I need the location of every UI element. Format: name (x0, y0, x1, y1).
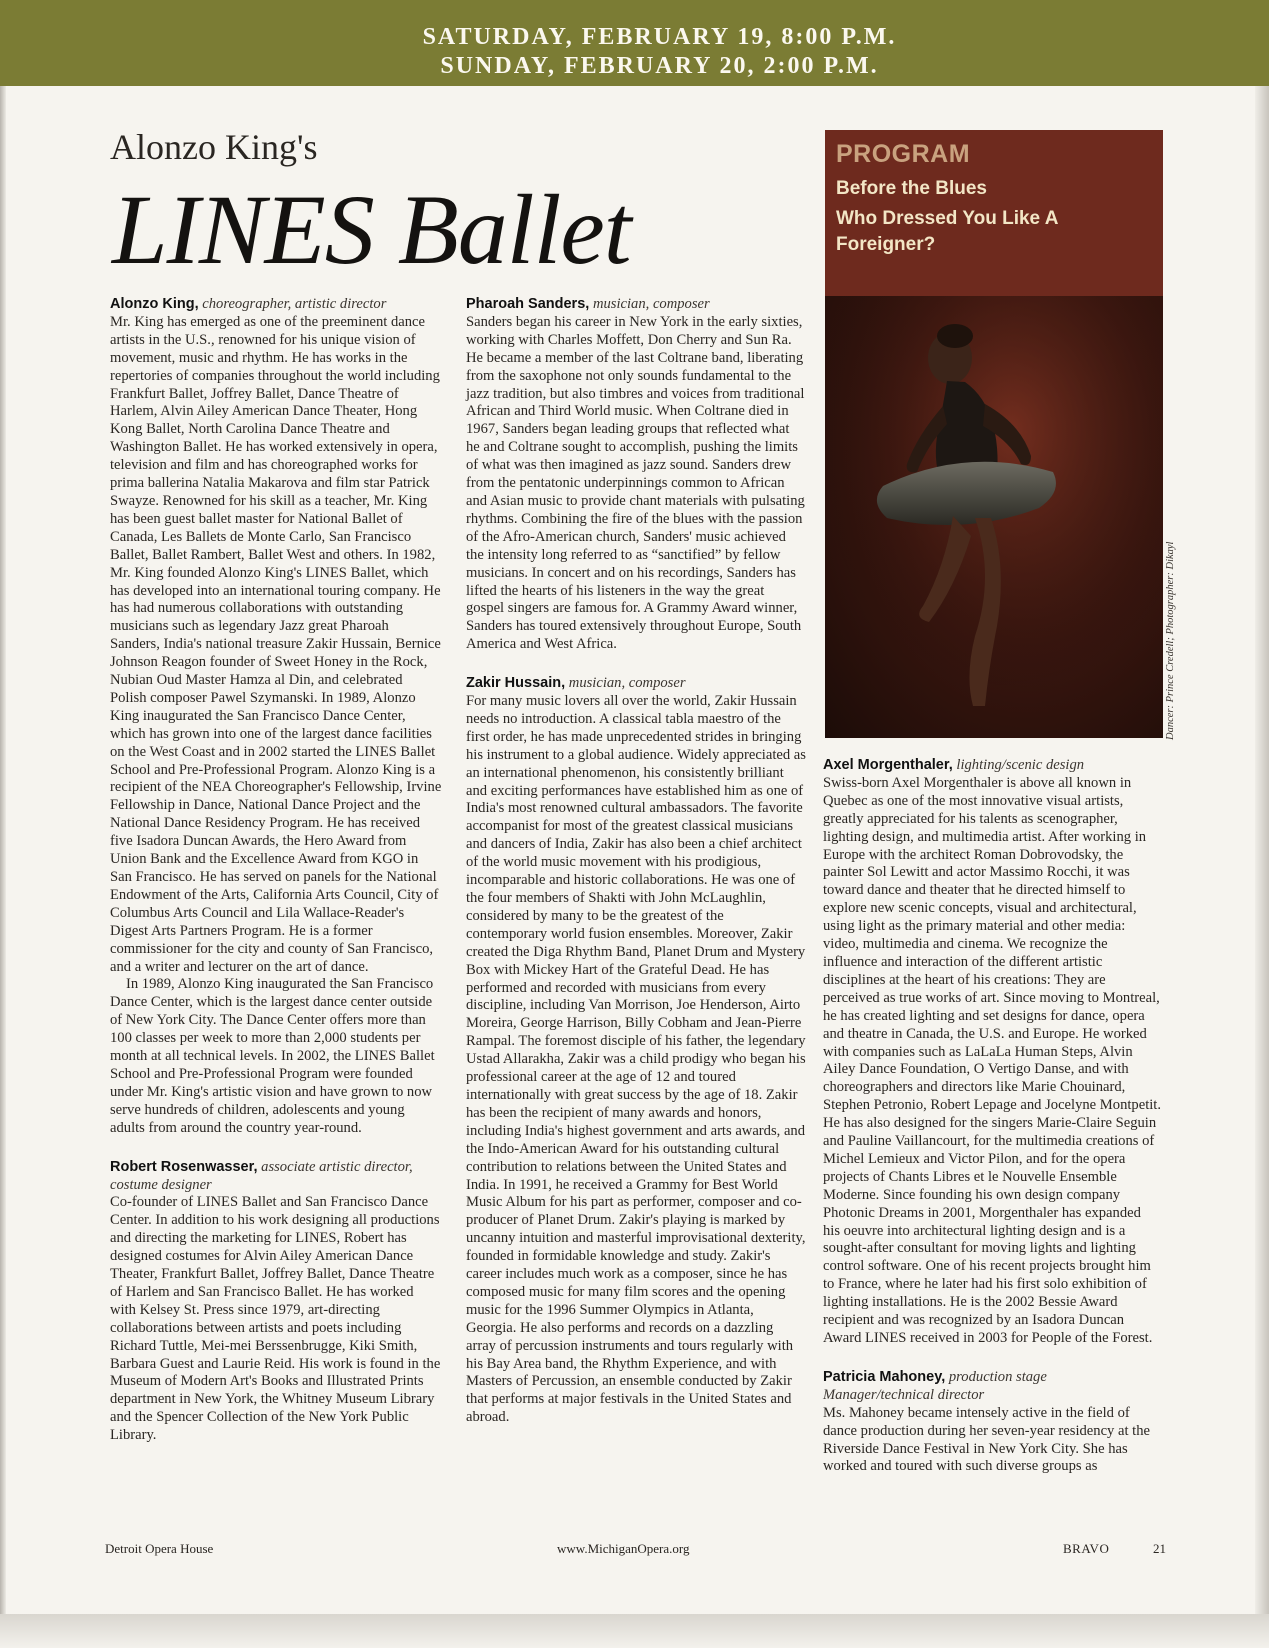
bio-paragraph: Co-founder of LINES Ballet and San Francisco Dance Center. In addition to his work designing all productions and directing the marketing for LINES, Robert has designed costumes for Alvin Ailey American Dance Theater, Frankfurt Ballet, Joffrey Ballet, Dance Theatre of Harlem and San Francisco Ballet. He has worked with Kelsey St. Press since 1979, art-directing collaborations between artists and poets including Richard Tuttle, Mei-mei Berssenbrugge, Kiki Smith, Barbara Guest and Laurie Reid. His work is found in the Museum of Modern Art's Books and Illustrated Prints department in New York, the Whitney Museum Library and the Spencer Collection of the New York Public Library. (110, 1194, 441, 1444)
column-middle (466, 296, 806, 1448)
dancer-photo (825, 296, 1163, 738)
column-left (110, 296, 442, 1466)
bio-role: lighting/scenic design (956, 757, 1085, 773)
performance-date-sunday: SUNDAY, FEBRUARY 20, 2:00 P.M. (440, 53, 879, 79)
bio-alonzo-king (110, 296, 442, 1138)
presenter-name: Alonzo King's (110, 127, 318, 167)
photo-credit: Dancer: Prince Credell; Photographer: Dikayl (1165, 541, 1176, 740)
page-number: 21 (1153, 1541, 1166, 1556)
page-title: LINES Ballet (112, 174, 631, 285)
bio-name: Robert Rosenwasser, (110, 1158, 258, 1175)
bio-role: musician, composer (568, 675, 686, 692)
bio-paragraph: Swiss-born Axel Morgenthaler is above all known in Quebec as one of the most innovative visual artists, greatly appreciated for his talents as scenographer, lighting design, and multimedia artist. After working in Europe with the architect Roman Dobrovodsky, the painter Sol Lewitt and actor Massimo Rocchi, it was toward dance and theater that he directed himself to explore new scenic concepts, visual and architectural, using light as the primary material and other media: video, multimedia and cinema. We recognize the influence and interaction of the different artistic disciplines at the heart of his creations: They are perceived as true works of art. Since moving to Montreal, he has created lighting and set designs for dance, opera and theatre in Canada, the U.S. and Europe. He worked with companies such as LaLaLa Human Steps, Alvin Ailey Dance Foundation, O Vertigo Danse, and with choreographers and directors like Marie Chouinard, Stephen Petronio, Robert Lepage and Jocelyne Montpetit. He has also designed for the singers Marie-Claire Seguin and Pauline Vaillancourt, for the multimedia creations of Michel Lemieux and Victor Pilon, and for the opera projects of Chants Libres et le Nouvelle Ensemble Moderne. Since founding his own design company Photonic Dreams in 2001, Morgenthaler has expanded his oeuvre into architectural lighting design and is a sought-after consultant for moving lights and lighting control software. One of his recent projects brought him to France, where he later had his first solo exhibition of lighting installations. He is the 2002 Bessie Award recipient and was recognized by an Isadora Duncan Award LINES received in 2003 for People of the Forest. (823, 774, 1162, 1346)
page-gutter (0, 0, 6, 1648)
bio-paragraph: Mr. King has emerged as one of the preeminent dance artists in the U.S., renowned for his unique vision of movement, music and rhythm. He has works in the repertories of companies throughout the world including Frankfurt Ballet, Joffrey Ballet, Dance Theatre of Harlem, Alvin Ailey American Dance Theater, Hong Kong Ballet, North Carolina Dance Theatre and Washington Ballet. He has worked extensively in opera, television and film and has choreographed works for prima ballerina Natalia Makarova and film star Patrick Swayze. Renowned for his skill as a teacher, Mr. King has been guest ballet master for National Ballet of Canada, Les Ballets de Monte Carlo, San Francisco Ballet, Ballet Rambert, Ballet West and others. In 1982, Mr. King founded Alonzo King's LINES Ballet, which has developed into an international touring company. He has had numerous collaborations with outstanding musicians such as legendary Jazz great Pharoah Sanders, India's national treasure Zakir Hussain, Bernice Johnson Reagon founder of Sweet Honey in the Rock, Nubian Oud Master Hamza al Din, and celebrated Polish composer Pawel Szymanski. In 1989, Alonzo King inaugurated the San Francisco Dance Center, which has grown into one of the largest dance facilities on the West Coast and in 2002 started the LINES Ballet School and Pre-Professional Program. Alonzo King is a recipient of the NEA Choreographer's Fellowship, Irvine Fellowship in Dance, National Dance Project and the National Dance Residency Program. He has received five Isadora Duncan Awards, the Hero Award from Union Bank and the Excellence Award from KGO in San Francisco. He has served on panels for the National Endowment of the Arts, California Arts Council, City of Columbus Arts Council and Lila Wallace-Reader's Digest Arts Partners Program. He is a former commissioner for the city and county of San Francisco, and a writer and lecturer on the art of dance. (110, 313, 442, 975)
bio-pharoah-sanders (466, 296, 806, 654)
footer-website: www.MichiganOpera.org (557, 1541, 690, 1556)
page-bottom-shadow (0, 1614, 1269, 1648)
page-edge-shadow (1255, 86, 1269, 1614)
bio-axel-morgenthaler (823, 757, 1161, 1348)
bio-name: Axel Morgenthaler, (823, 757, 953, 773)
bio-name: Patricia Mahoney, (823, 1368, 946, 1385)
performance-date-saturday: SATURDAY, FEBRUARY 19, 8:00 P.M. (422, 24, 897, 50)
bio-name: Pharoah Sanders, (466, 296, 590, 312)
bio-role: production stage Manager/technical director (823, 1368, 1047, 1403)
column-right (823, 757, 1161, 1497)
bio-patricia-mahoney (823, 1369, 1161, 1476)
footer-venue: Detroit Opera House (105, 1541, 214, 1556)
footer-publication: BRAVO (1063, 1541, 1110, 1556)
bio-role: choreographer, artistic director (202, 296, 387, 312)
program-heading: PROGRAM (836, 140, 971, 168)
bio-paragraph: Sanders began his career in New York in the early sixties, working with Charles Moffett, Don Cherry and Sun Ra. He became a member of the last Coltrane band, liberating from the saxophone not only sounds fundamental to the jazz tradition, but also timbres and voices from traditional African and Third World music. When Coltrane died in 1967, Sanders began leading groups that reflected what he and Coltrane sought to accomplish, pushing the limits of what was then imagined as jazz sound. Sanders drew from the pentatonic underpinnings common to African and Asian music to provide chant materials with pulsating rhythms. Combining the fire of the blues with the passion of the Afro-American church, Sanders' music achieved the intensity long referred to as “sanctified” by fellow musicians. In concert and on his recordings, Sanders has lifted the hearts of his listeners in the way the great gospel singers are famous for. A Grammy Award winner, Sanders has toured extensively throughout Europe, South America and West Africa. (466, 313, 805, 653)
bio-role: musician, composer (592, 296, 710, 312)
bio-paragraph: Ms. Mahoney became intensely active in the field of dance production during her seven-year residency at the Riverside Dance Festival in New York City. She has worked and toured with such diverse groups as (823, 1404, 1151, 1475)
program-item: Who Dressed You Like A Foreigner? (836, 208, 1058, 255)
dancer-illustration (825, 296, 1163, 738)
bio-name: Alonzo King, (110, 296, 199, 312)
program-box (825, 130, 1163, 296)
performance-dates-banner (0, 0, 1269, 86)
bio-robert-rosenwasser (110, 1159, 442, 1446)
bio-paragraph: For many music lovers all over the world, Zakir Hussain needs no introduction. A classical tabla maestro of the first order, he has made unprecedented strides in bringing his instrument to a global audience. Widely appreciated as an international phenomenon, his consistently brilliant and exciting performances have established him as one of India's most renowned cultural ambassadors. The favorite accompanist for most of the greatest classical musicians and dancers of India, Zakir has also been a chief architect of the world music movement with his prodigious, incomparable and historic collaborations. He was one of the four members of Shakti with John McLaughlin, considered by many to be the greatest of the contemporary world fusion ensembles. Moreover, Zakir created the Diga Rhythm Band, Planet Drum and Mystery Box with Mickey Hart of the Grateful Dead. He has performed and recorded with musicians from every discipline, including Van Morrison, Joe Henderson, Airto Moreira, George Harrison, Billy Cobham and Jean-Pierre Rampal. The foremost disciple of his father, the legendary Ustad Allarakha, Zakir was a child prodigy who began his professional career at the age of 12 and toured internationally with great success by the age of 18. Zakir has been the recipient of many awards and honors, including India's highest government and arts awards, and the Indo-American Award for his outstanding cultural contribution to relations between the United States and India. In 1991, he received a Grammy for Best World Music Album for his part as performer, composer and co-producer of Planet Drum. Zakir's playing is marked by uncanny intuition and masterful improvisational dexterity, founded in formidable knowledge and study. Zakir's career includes much work as a composer, since he has composed music for many film scores and the opening music for the 1996 Summer Olympics in Atlanta, Georgia. He also performs and records on a dazzling array of percussion instruments and tours regularly with his Bay Area band, the Rhythm Experience, and with Masters of Percussion, an ensemble conducted by Zakir that performs at major festivals in the United States and abroad. (466, 693, 806, 1426)
bio-zakir-hussain (466, 675, 806, 1427)
program-item: Before the Blues (836, 178, 987, 199)
bio-name: Zakir Hussain, (466, 675, 566, 692)
bio-role: associate artistic director, costume designer (110, 1158, 413, 1193)
bio-paragraph: In 1989, Alonzo King inaugurated the San Francisco Dance Center, which is the largest dance center outside of New York City. The Dance Center offers more than 100 classes per week to more than 2,000 students per month at all technical levels. In 2002, the LINES Ballet School and Pre-Professional Program were founded under Mr. King's artistic vision and have grown to now serve hundreds of children, adolescents and young adults from around the country year-round. (110, 976, 435, 1136)
